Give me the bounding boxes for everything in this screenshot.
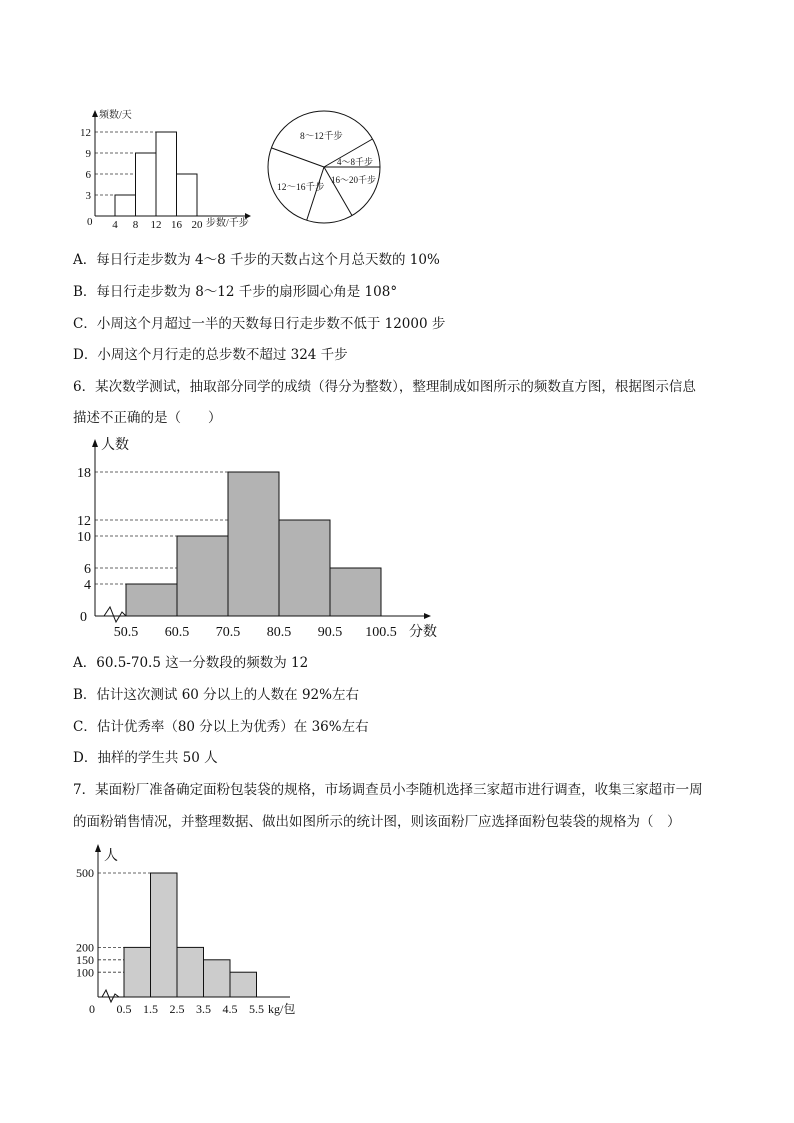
- bar-60.5-70.5: [177, 536, 228, 616]
- hist7-origin: 0: [89, 1002, 95, 1016]
- hist5-origin: 0: [87, 216, 93, 228]
- bar-90.5-100.5: [330, 568, 381, 616]
- q6-option-d: D．抽样的学生共 50 人: [73, 750, 218, 766]
- x-tick-90.5: 90.5: [317, 625, 343, 640]
- q7-stem-line1: 7．某面粉厂准备确定面粉包装袋的规格，市场调查员小李随机选择三家超市进行调查，收集三家超市一周: [73, 782, 703, 798]
- x-tick-70.5: 70.5: [215, 625, 241, 640]
- x-tick-50.5: 50.5: [113, 625, 139, 640]
- x-tick-80.5: 80.5: [266, 625, 292, 640]
- y-tick-6: 6: [85, 168, 91, 181]
- hist5-xlabel: 步数/千步: [206, 218, 249, 229]
- y-tick-150: 150: [76, 953, 94, 967]
- hist6-ylabel: 人数: [101, 438, 129, 453]
- x-tick-16: 16: [171, 219, 182, 231]
- q6-option-a: A．60.5-70.5 这一分数段的频数为 12: [73, 655, 309, 671]
- axis-break-zigzag: [98, 990, 124, 1002]
- q5-pie-chart: [267, 110, 387, 230]
- y-tick-4: 4: [84, 577, 91, 593]
- x-tick-8: 8: [132, 219, 139, 231]
- hist5-ylabel: 频数/天: [99, 110, 132, 121]
- q6-option-b: B．估计这次测试 60 分以上的人数在 92%左右: [73, 687, 359, 703]
- q6-option-c: C．估计优秀率（80 分以上为优秀）在 36%左右: [73, 719, 369, 735]
- hist6-origin: 0: [80, 610, 87, 625]
- q5-histogram: [75, 100, 275, 230]
- bar-3.5-4.5: [204, 960, 231, 997]
- y-tick-12: 12: [80, 126, 91, 139]
- y-tick-3: 3: [85, 189, 91, 202]
- bar-1.5-2.5: [151, 873, 178, 997]
- y-tick-6: 6: [84, 561, 91, 577]
- q6-stem-line2: 描述不正确的是（ ）: [73, 410, 222, 426]
- x-tick-4.5: 4.5: [222, 1002, 238, 1016]
- bar-16-20: [177, 174, 198, 216]
- q5-option-b: B．每日行走步数为 8～12 千步的扇形圆心角是 108°: [73, 284, 398, 300]
- y-tick-9: 9: [85, 147, 91, 160]
- q7-histogram: [76, 840, 320, 1020]
- hist7-xlabel: kg/包: [268, 1002, 296, 1016]
- x-tick-100.5: 100.5: [365, 625, 397, 640]
- q7-stem-line2: 的面粉销售情况，并整理数据、做出如图所示的统计图，则该面粉厂应选择面粉包装袋的规格为（ ）: [73, 814, 681, 830]
- hist6-xlabel: 分数: [409, 625, 437, 640]
- y-tick-12: 12: [77, 513, 91, 529]
- pie-label-12-16: 12～16千步: [277, 183, 325, 193]
- q5-option-a: A．每日行走步数为 4～8 千步的天数占这个月总天数的 10%: [73, 252, 440, 268]
- x-tick-3.5: 3.5: [196, 1002, 211, 1016]
- y-tick-100: 100: [76, 965, 94, 980]
- y-tick-18: 18: [77, 465, 91, 481]
- q5-option-c: C．小周这个月超过一半的天数每日行走步数不低于 12000 步: [73, 316, 446, 332]
- bar-8-12: [136, 153, 157, 216]
- x-tick-20: 20: [191, 219, 203, 231]
- pie-label-4-8: 4～8千步: [337, 157, 374, 167]
- x-tick-4: 4: [112, 219, 118, 231]
- y-tick-500: 500: [76, 866, 94, 881]
- bar-80.5-90.5: [279, 520, 330, 616]
- q5-option-d: D．小周这个月行走的总步数不超过 324 千步: [73, 347, 348, 363]
- bar-12-16: [156, 132, 177, 216]
- bar-0.5-1.5: [124, 947, 151, 997]
- y-tick-10: 10: [77, 529, 91, 545]
- x-tick-5.5: 5.5: [249, 1002, 264, 1016]
- x-tick-12: 12: [150, 219, 162, 231]
- x-tick-0.5: 0.5: [116, 1002, 132, 1016]
- y-tick-200: 200: [76, 940, 94, 955]
- bar-4-8: [115, 195, 136, 216]
- x-tick-2.5: 2.5: [169, 1002, 185, 1016]
- pie-label-8-12: 8～12千步: [300, 132, 343, 142]
- x-tick-60.5: 60.5: [164, 625, 190, 640]
- q6-stem-line1: 6．某次数学测试，抽取部分同学的成绩（得分为整数），整理制成如图所示的频数直方图，根据图示信息: [73, 379, 696, 395]
- hist7-ylabel: 人: [104, 849, 118, 864]
- q6-histogram: [70, 435, 450, 645]
- pie-label-16-20: 16～20千步: [331, 175, 377, 185]
- bar-70.5-80.5: [228, 472, 279, 616]
- bar-4.5-5.5: [230, 972, 257, 997]
- axis-break-zigzag: [95, 607, 126, 622]
- bar-2.5-3.5: [177, 947, 204, 997]
- bar-50.5-60.5: [126, 584, 177, 616]
- x-tick-1.5: 1.5: [143, 1002, 158, 1016]
